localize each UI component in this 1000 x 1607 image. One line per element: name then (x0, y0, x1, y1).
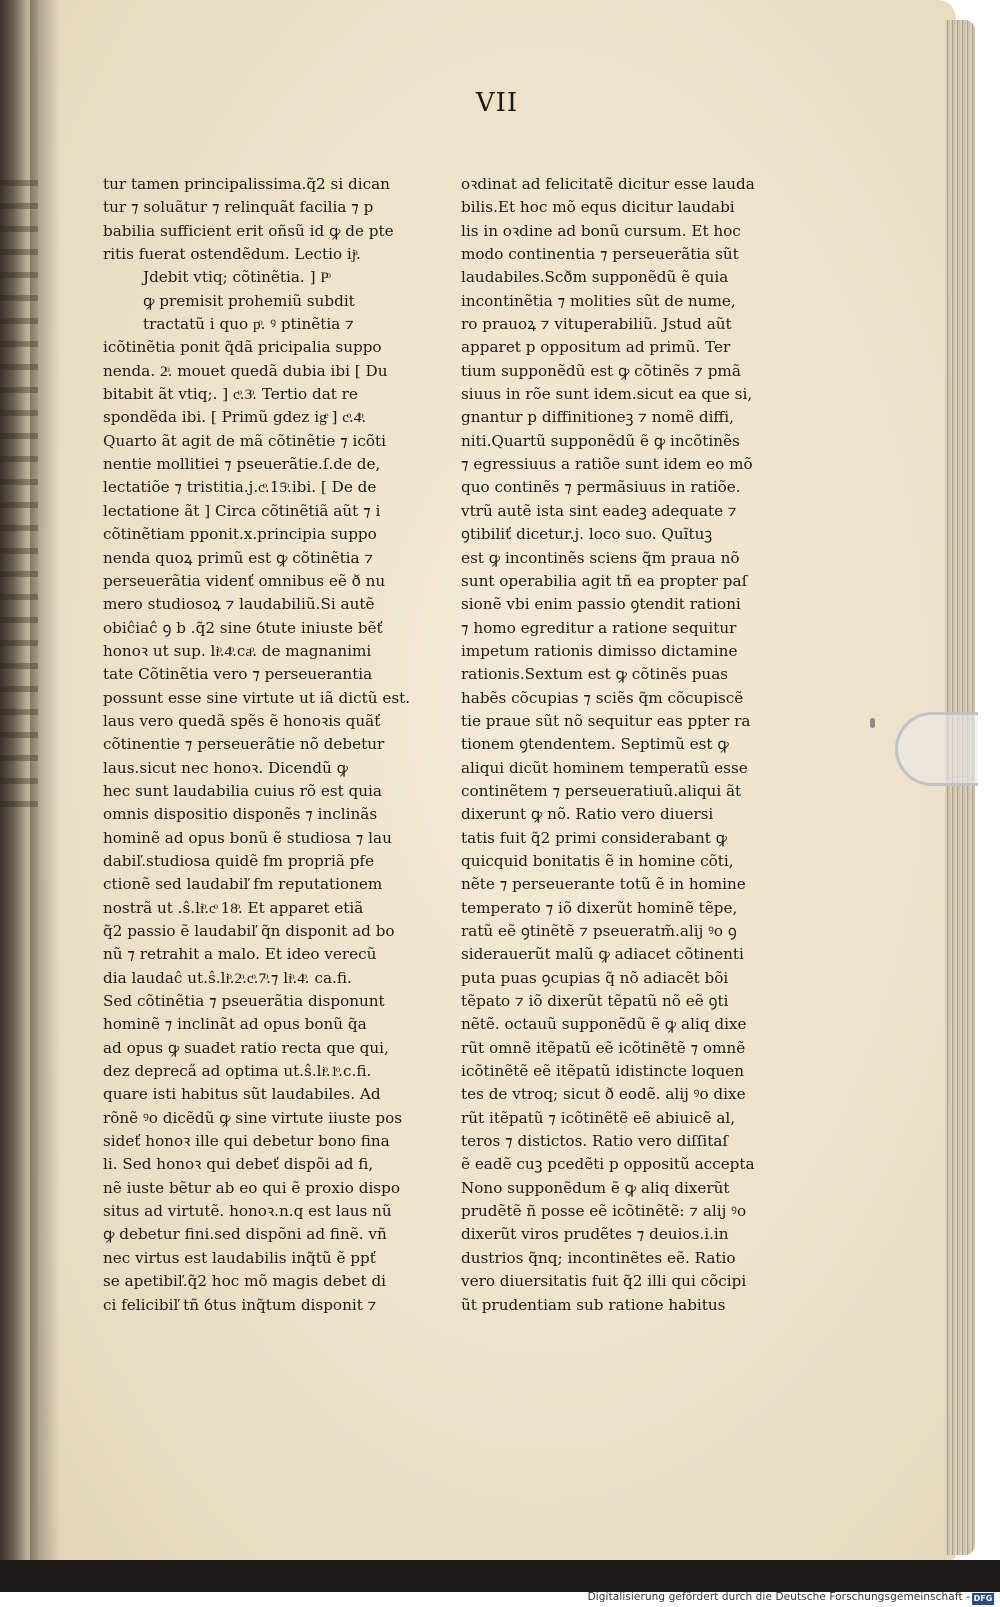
text-line: tie praue sũt nõ sequitur eas ppter ra (461, 711, 751, 730)
text-line: tes de vtroq; sicut ð eodẽ. alij ꝰo dixe (461, 1085, 746, 1104)
dfg-logo: DFG (973, 1594, 993, 1603)
text-line: puta puas ꝯcupias q̃ nõ adiacẽt bõi (461, 968, 729, 987)
text-line: tractatũ i quo pͦ. ꝰ ptinẽtia ⁊ (143, 315, 354, 334)
text-line: niti.Quartũ supponẽdũ ẽ ꝙ incõtinẽs (461, 431, 740, 450)
text-line: ũt prudentiam sub ratione habitus (461, 1295, 726, 1314)
text-line: sideť honoꝛ ille qui debetur bono fina (103, 1132, 390, 1151)
text-line: bilis.Et hoc mõ equs dicitur laudabi (461, 198, 735, 217)
text-line: Jdebit vtiq; cõtinẽtia. ] Pͦ (143, 268, 329, 287)
text-line: ctionẽ sed laudabiľ fm reputationem (103, 875, 383, 894)
text-line: Quarto ãt agit de mã cõtinẽtie ⁊ icõti (103, 431, 386, 450)
text-line: tionem ꝯtendentem. Septimũ est ꝙ (461, 735, 729, 754)
text-line: continẽtem ⁊ perseueratiuũ.aliqui ãt (461, 781, 742, 800)
text-line: nẽte ⁊ perseuerante totũ ẽ in homine (461, 875, 746, 894)
text-line: ⁊ egressiuus a ratiõe sunt idem eo mõ (461, 455, 753, 474)
text-line: perseuerãtia videnť omnibus eẽ ð nu (103, 571, 386, 590)
text-line: dez depreca̋ ad optima ut.ŝ.liͦ.1ͦ.c.fi. (103, 1062, 372, 1081)
text-line: ratũ eẽ ꝯtinẽtẽ ⁊ pseueratm̃.alij ꝰo ꝯ (461, 922, 737, 940)
text-line: sionẽ vbi enim passio ꝯtendit rationi (461, 595, 741, 614)
text-line: nũ ⁊ retrahit a malo. Et ideo verecũ (103, 945, 377, 964)
text-line: ad opus ꝙ suadet ratio recta que qui, (103, 1038, 389, 1057)
text-line: rõnẽ ꝰo dicẽdũ ꝙ sine virtute iiuste pos (103, 1108, 403, 1127)
text-line: laudabiles.Scðm supponẽdũ ẽ quia (461, 268, 729, 287)
text-line: prudẽtẽ ñ posse eẽ icõtinẽtẽ: ⁊ alij ꝰo (461, 1202, 747, 1221)
text-line: quo continẽs ⁊ permãsiuus in ratiõe. (461, 478, 741, 497)
page-edges (945, 20, 975, 1555)
left-text-column (103, 173, 463, 1317)
text-line: ci felicibiľ tñ ỽtus inq̃tum disponit ⁊ (103, 1295, 377, 1314)
text-line: est ꝙ incontinẽs sciens q̃m praua nõ (461, 548, 740, 567)
text-line: rũt itẽpatũ ⁊ icõtinẽtẽ eẽ abiuicẽ al, (461, 1108, 736, 1127)
folio-number: VII (475, 88, 519, 118)
text-line: nenda. 2ͦ. mouet quedã dubia ibi [ Du (103, 361, 388, 380)
text-line: tate Cõtinẽtia vero ⁊ perseuerantia (103, 665, 373, 684)
text-line: tium supponẽdũ est ꝙ cõtinẽs ⁊ pmã (461, 361, 741, 380)
text-line: incontinẽtia ⁊ molities sũt de nume, (461, 291, 736, 310)
text-line: hominẽ ⁊ inclinãt ad opus bonũ q̃a (103, 1015, 367, 1034)
text-line: ⁊ homo egreditur a ratione sequitur (461, 618, 737, 637)
text-line: nec virtus est laudabilis inq̃tũ ẽ ppť (103, 1248, 376, 1267)
text-line: mero studiosoꝝ ⁊ laudabiliũ.Si autẽ (103, 595, 375, 614)
text-line: modo continentia ⁊ perseuerãtia sũt (461, 245, 739, 264)
page-clip (895, 712, 978, 786)
text-line: nẽtẽ. octauũ supponẽdũ ẽ ꝙ aliq dixe (461, 1015, 747, 1034)
text-line: omnis dispositio disponẽs ⁊ inclinãs (103, 805, 378, 824)
text-line: hominẽ ad opus bonũ ẽ studiosa ⁊ lau (103, 828, 392, 847)
text-line: icõtinẽtẽ eẽ itẽpatũ idistincte loquen (461, 1062, 745, 1081)
text-line: quicquid bonitatis ẽ in homine cõti, (461, 851, 734, 870)
text-line: possunt esse sine virtute ut iã dictũ est. (103, 688, 411, 707)
text-line: vtrũ autẽ ista sint eadeꝫ adequate ⁊ (461, 501, 737, 520)
text-line: habẽs cõcupias ⁊ sciẽs q̃m cõcupiscẽ (461, 688, 744, 707)
text-line: Nono supponẽdum ẽ ꝙ aliq dixerũt (461, 1178, 730, 1197)
text-line: ro prauoꝝ ⁊ vituperabiliũ. Jstud aũt (461, 315, 732, 334)
text-line: ritis fuerat ostendẽdum. Lectio ijͣ. (103, 245, 361, 264)
text-line: situs ad virtutẽ. honoꝛ.n.q est laus nũ (103, 1202, 392, 1221)
right-text-column (461, 173, 841, 1317)
text-line: lis in oꝛdine ad bonũ cursum. Et hoc (461, 221, 741, 240)
text-line: siderauerũt malũ ꝙ adiacet cõtinenti (461, 945, 744, 964)
text-line: nenda quoꝝ primũ est ꝙ cõtinẽtia ⁊ (103, 548, 374, 567)
text-line: oꝛdinat ad felicitatẽ dicitur esse lauda (461, 175, 755, 193)
text-line: vero diuersitatis fuit q̃2 illi qui cõcipi (461, 1272, 747, 1291)
text-line: ꝯtibiliť dicetur.j. loco suo. Quĩtuꝫ (461, 525, 713, 544)
text-line: laus.sicut nec honoꝛ. Dicendũ ꝙ (103, 758, 349, 777)
text-line: q̃2 passio ẽ laudabiľ q̃n disponit ad bo (103, 922, 395, 940)
text-line: hec sunt laudabilia cuius rõ est quia (103, 781, 382, 800)
text-line: aliqui dicũt hominem temperatũ esse (461, 758, 748, 777)
text-line: lectatiõe ⁊ tristitia.j.cͦ.15ͦ.ibi. [ De de (103, 478, 377, 497)
text-line: temperato ⁊ iõ dixerũt hominẽ tẽpe, (461, 898, 738, 917)
text-line: ẽ eadẽ cuꝫ pcedẽti p oppositũ accepta (461, 1155, 755, 1174)
text-line: nẽ iuste bẽtur ab eo qui ẽ proxio dispo (103, 1178, 400, 1197)
text-line: tẽpato ⁊ iõ dixerũt tẽpatũ nõ eẽ ꝯti (461, 992, 729, 1011)
text-line: cõtinẽtiam pponit.x.principia suppo (103, 525, 377, 544)
text-line: rationis.Sextum est ꝙ cõtinẽs puas (461, 665, 729, 684)
book-page (38, 0, 956, 1560)
text-line: sunt operabilia agit tñ ea propter paſ (461, 571, 748, 590)
text-line: ꝙ debetur fini.sed dispõni ad finẽ. vñ (103, 1225, 387, 1244)
text-line: laus vero quedã spẽs ẽ honoꝛis quãť (103, 711, 381, 730)
text-line: dixerunt ꝙ nõ. Ratio vero diuersi (461, 805, 714, 824)
text-line: dia laudaĉ ut.ŝ.liͦ.2ͦ.cͦ.7ͦ.⁊ liͦ.4ͦ. ca.fi. (103, 968, 352, 987)
text-line: quare isti habitus sũt laudabiles. Ad (103, 1085, 381, 1104)
text-line: impetum rationis dimisso dictamine (461, 641, 738, 660)
text-line: bitabit ãt vtiq;. ] cͦ.3ͦ. Tertio dat re (103, 385, 358, 404)
funding-credit: Digitalisierung gefördert durch die Deutsche Forschungsgemeinschaft - (587, 1591, 970, 1603)
text-line: cõtinentie ⁊ perseuerãtie nõ debetur (103, 735, 385, 754)
text-line: nentie mollitiei ⁊ pseuerãtie.ſ.de de, (103, 455, 381, 474)
text-line: li. Sed honoꝛ qui debeť dispõi ad fi, (103, 1155, 374, 1174)
text-line: Sed cõtinẽtia ⁊ pseuerãtia disponunt (103, 992, 385, 1011)
text-line: siuus in rõe sunt idem.sicut ea que si, (461, 385, 753, 404)
text-line: tur ⁊ soluãtur ⁊ relinquãt facilia ⁊ p (103, 198, 374, 217)
text-line: tur tamen principalissima.q̃2 si dican (103, 175, 390, 193)
text-line: nostrã ut .ŝ.liͦ.cͦ 18ͦ. Et apparet etiã (103, 898, 364, 917)
text-line: spondẽda ibi. [ Primũ gdez igͤ ] cͦ.4ͦ. (103, 408, 367, 427)
text-line: ꝙ premisit prohemiũ subdit (143, 291, 355, 310)
text-line: se apetibiľ.q̃2 hoc mõ magis debet di (103, 1272, 387, 1291)
text-line: babilia sufficient erit oñsũ id ꝙ de pte (103, 221, 394, 240)
text-line: honoꝛ ut sup. liͦ.4ͦ.caͦ. de magnanimi (103, 641, 372, 660)
text-line: obiĉiaĉ ꝯ b .q̃2 sine ỽtute iniuste bẽť (103, 618, 383, 637)
text-line: dixerũt viros prudẽtes ⁊ deuios.i.in (461, 1225, 729, 1244)
text-line: rũt omnẽ itẽpatũ eẽ icõtinẽtẽ ⁊ omnẽ (461, 1038, 746, 1057)
text-line: apparet p oppositum ad primũ. Ter (461, 338, 731, 357)
scan-background-strip (0, 1560, 1000, 1595)
text-line: dustrios q̃nq; incontinẽtes eẽ. Ratio (461, 1248, 736, 1267)
text-line: gnantur p diffinitioneꝫ ⁊ nomẽ diffi, (461, 408, 734, 427)
text-line: lectatione ãt ] Circa cõtinẽtiã aũt ⁊ i (103, 501, 381, 520)
text-line: tatis fuit q̃2 primi considerabant ꝙ (461, 828, 728, 847)
text-line: dabiľ.studiosa quidẽ fm propriã pfe (103, 851, 375, 870)
text-line: teros ⁊ distictos. Ratio vero diſſitaſ (461, 1132, 729, 1151)
page-marker (870, 718, 875, 728)
text-line: icõtinẽtia ponit q̃dã pricipalia suppo (103, 338, 382, 357)
gutter-shadow (30, 0, 60, 1560)
